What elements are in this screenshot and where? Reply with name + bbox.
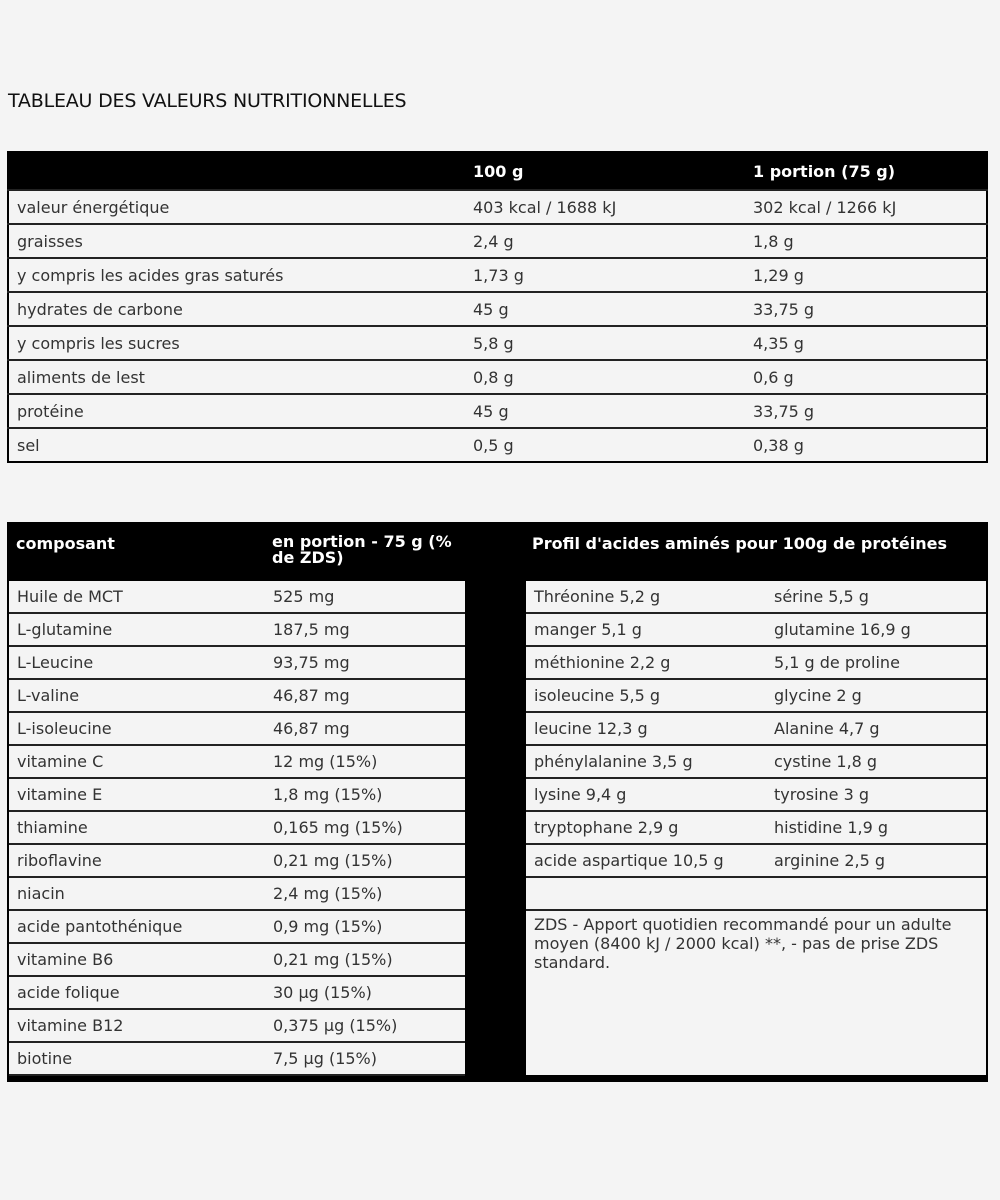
value-100g: 5,8 g [465,326,745,360]
value-100g: 2,4 g [465,224,745,258]
table-row [9,1009,465,1042]
zds-footnote: ZDS - Apport quotidien recommandé pour un adulte moyen (8400 kJ / 2000 kcal) **, - pas de prise ZDS standard. [526,911,986,1075]
table-row [526,679,986,712]
component-name: thiamine [9,811,265,844]
component-value: 30 µg (15%) [265,976,465,1009]
table-row [9,778,465,811]
component-name: vitamine B6 [9,943,265,976]
table-row [8,360,987,394]
amino-acid: tryptophane 2,9 g [526,811,766,844]
table-row [526,745,986,778]
value-portion: 302 kcal / 1266 kJ [745,190,987,224]
nutrient-name: aliments de lest [8,360,465,394]
header-cell [8,152,465,190]
amino-acid: glutamine 16,9 g [766,613,986,646]
table-row [8,394,987,428]
table-row [8,292,987,326]
component-name: biotine [9,1042,265,1075]
components-list [9,581,465,1076]
amino-acid: Thréonine 5,2 g [526,581,766,613]
value-portion: 33,75 g [745,292,987,326]
component-value: 46,87 mg [265,712,465,745]
table-row [526,581,986,613]
component-value: 1,8 mg (15%) [265,778,465,811]
value-100g: 45 g [465,394,745,428]
component-name: acide folique [9,976,265,1009]
amino-acid: sérine 5,5 g [766,581,986,613]
header-cell: 100 g [465,152,745,190]
table-row [9,976,465,1009]
component-name: Huile de MCT [9,581,265,613]
amino-acid: arginine 2,5 g [766,844,986,877]
component-value: 525 mg [265,581,465,613]
amino-acid: histidine 1,9 g [766,811,986,844]
table-row [8,258,987,292]
table-row [526,778,986,811]
table-row [8,326,987,360]
table-row [526,811,986,844]
value-portion: 1,8 g [745,224,987,258]
value-100g: 0,5 g [465,428,745,462]
nutrient-name: protéine [8,394,465,428]
component-value: 7,5 µg (15%) [265,1042,465,1075]
amino-acid: glycine 2 g [766,679,986,712]
value-100g: 0,8 g [465,360,745,394]
component-name: niacin [9,877,265,910]
amino-acid: tyrosine 3 g [766,778,986,811]
table-row [526,646,986,679]
table-row [526,712,986,745]
component-value: 93,75 mg [265,646,465,679]
component-name: riboflavine [9,844,265,877]
table-row [9,679,465,712]
nutrient-name: y compris les acides gras saturés [8,258,465,292]
table-row [526,613,986,646]
component-name: L-glutamine [9,613,265,646]
component-value: 46,87 mg [265,679,465,712]
amino-acid-list [526,581,986,1075]
table-row [9,712,465,745]
component-name: vitamine E [9,778,265,811]
component-value: 0,21 mg (15%) [265,844,465,877]
component-name: vitamine C [9,745,265,778]
component-value: 2,4 mg (15%) [265,877,465,910]
table-row [9,745,465,778]
amino-acid: lysine 9,4 g [526,778,766,811]
component-value: 12 mg (15%) [265,745,465,778]
table-row [8,190,987,224]
component-value: 187,5 mg [265,613,465,646]
table-row [8,428,987,462]
table-row [9,646,465,679]
nutrient-name: y compris les sucres [8,326,465,360]
amino-acid: cystine 1,8 g [766,745,986,778]
table-row [9,910,465,943]
value-100g: 45 g [465,292,745,326]
table-row [9,1042,465,1075]
header-cell: composant [16,534,115,553]
value-portion: 0,6 g [745,360,987,394]
amino-header: Profil d'acides aminés pour 100g de protéines [532,534,948,553]
table-row [9,844,465,877]
amino-acid: phénylalanine 3,5 g [526,745,766,778]
composition-table [7,522,988,1082]
component-name: acide pantothénique [9,910,265,943]
value-portion: 0,38 g [745,428,987,462]
amino-acid: isoleucine 5,5 g [526,679,766,712]
table-row [9,581,465,613]
header-cell: 1 portion (75 g) [745,152,987,190]
table-row [9,811,465,844]
components-header [7,522,465,578]
component-value: 0,21 mg (15%) [265,943,465,976]
amino-acid: leucine 12,3 g [526,712,766,745]
component-value: 0,375 µg (15%) [265,1009,465,1042]
table-row [9,943,465,976]
nutrient-name: hydrates de carbone [8,292,465,326]
page-title: TABLEAU DES VALEURS NUTRITIONNELLES [8,90,407,112]
table-row [9,613,465,646]
amino-acid: acide aspartique 10,5 g [526,844,766,877]
amino-acid: Alanine 4,7 g [766,712,986,745]
nutrient-name: sel [8,428,465,462]
amino-acid: 5,1 g de proline [766,646,986,679]
component-name: vitamine B12 [9,1009,265,1042]
value-100g: 403 kcal / 1688 kJ [465,190,745,224]
amino-acid: méthionine 2,2 g [526,646,766,679]
empty-row [526,878,986,911]
nutrition-table [7,151,988,463]
nutrient-name: valeur énergétique [8,190,465,224]
nutrition-table-header [8,152,987,190]
value-portion: 33,75 g [745,394,987,428]
component-name: L-valine [9,679,265,712]
component-name: L-Leucine [9,646,265,679]
table-row [9,877,465,910]
nutrient-name: graisses [8,224,465,258]
table-row [526,844,986,877]
component-name: L-isoleucine [9,712,265,745]
amino-acid: manger 5,1 g [526,613,766,646]
header-cell: en portion - 75 g (% de ZDS) [272,532,452,567]
table-row [8,224,987,258]
value-100g: 1,73 g [465,258,745,292]
value-portion: 4,35 g [745,326,987,360]
component-value: 0,165 mg (15%) [265,811,465,844]
value-portion: 1,29 g [745,258,987,292]
component-value: 0,9 mg (15%) [265,910,465,943]
